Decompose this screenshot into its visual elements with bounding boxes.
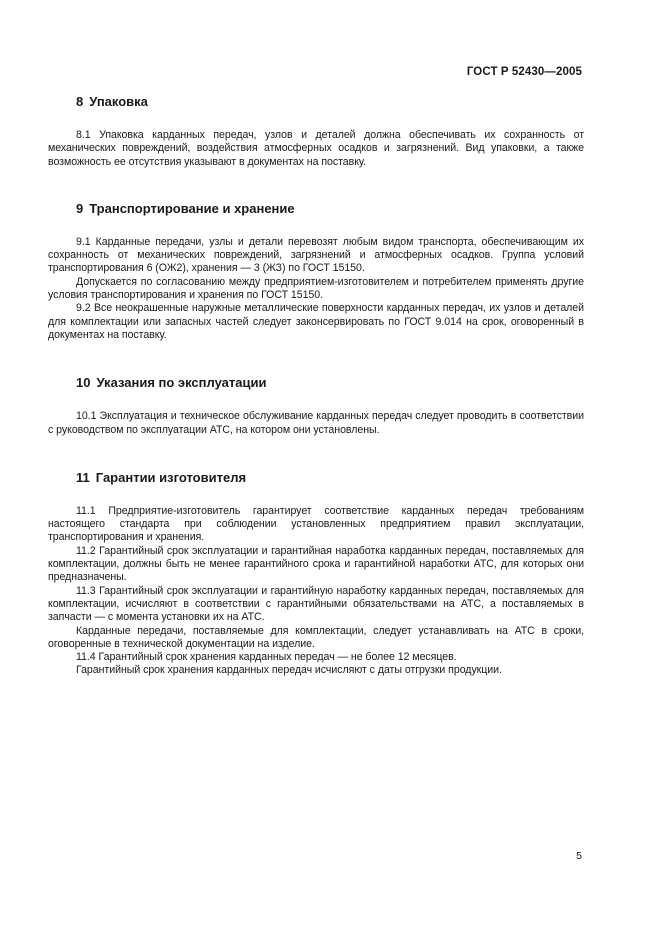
- paragraph: 10.1 Эксплуатация и техническое обслуживание карданных передач следует проводить в соответствии с руководством по эксплуатации АТС, на котором они установлены.: [48, 410, 584, 436]
- paragraph: 11.3 Гарантийный срок эксплуатации и гарантийную наработку карданных передач, поставляемых для комплектации, исчисляют в соответствии с гарантийными обязательствами на АТС, а поставляемых в запчасти — с момента установки их на АТС.: [48, 584, 584, 624]
- section-number: 8: [76, 94, 84, 109]
- section-heading: [76, 375, 584, 390]
- section-number: 9: [76, 200, 84, 216]
- paragraph: Допускается по согласованию между предприятием-изготовителем и потребителем применять другие условия транспортирования и хранения по ГОСТ 15150.: [48, 275, 584, 302]
- section-transport-storage: [48, 201, 584, 342]
- paragraph: Гарантийный срок хранения карданных передач исчисляют с даты отгрузки продукции.: [76, 664, 502, 677]
- paragraph: 11.1 Предприятие-изготовитель гарантирует соответствие карданных передач требованиям настоящего стандарта при соблюдении установленных предприятием правил эксплуатации, транспортирования и хранения.: [48, 504, 584, 544]
- paragraph: 9.2 Все неокрашенные наружные металлические поверхности карданных передач, их узлов и деталей для комплектации или запасных частей следует законсервировать по ГОСТ 9.014 на срок, оговоренный в документах на поставку.: [48, 302, 584, 341]
- section-title: Гарантии изготовителя: [95, 469, 247, 485]
- section-title: Транспортирование и хранение: [89, 200, 295, 216]
- paragraph: 8.1 Упаковка карданных передач, узлов и деталей должна обеспечивать их сохранность от механических повреждений, воздействия атмосферных осадков и загрязнений. Вид упаковки, а также возможность ее отсутствия указывают в документах на поставку.: [48, 129, 584, 168]
- section-packaging: [48, 94, 584, 169]
- page-number: 5: [576, 850, 582, 862]
- document-code: ГОСТ Р 52430—2005: [466, 66, 582, 78]
- paragraph: 11.4 Гарантийный срок хранения карданных передач — не более 12 месяцев.: [76, 651, 457, 664]
- section-title: Упаковка: [89, 94, 148, 109]
- paragraph: Карданные передачи, поставляемые для комплектации, следует устанавливать на АТС в сроки, оговоренные в технической документации на изделие.: [48, 624, 584, 650]
- document-body: [48, 94, 584, 678]
- paragraph: 9.1 Карданные передачи, узлы и детали перевозят любым видом транспорта, обеспечивающим их сохранность от механических повреждений, загрязнений и атмосферных осадков. Группа условий транспортирования 6 (ОЖ2), хранения — 3 (ЖЗ) по ГОСТ 15150.: [48, 235, 584, 275]
- section-heading: [76, 94, 584, 109]
- section-heading: [76, 470, 584, 485]
- section-number: 11: [76, 469, 90, 485]
- section-warranty: [48, 470, 584, 678]
- section-heading: [76, 201, 584, 216]
- section-title: Указания по эксплуатации: [96, 375, 267, 391]
- paragraph: 11.2 Гарантийный срок эксплуатации и гарантийная наработка карданных передач, поставляемых для комплектации, должны быть не менее гарантийного срока и гарантийной наработки АТС, для которых они предназначены.: [48, 544, 584, 584]
- section-operation: [48, 375, 584, 437]
- section-number: 10: [76, 375, 91, 391]
